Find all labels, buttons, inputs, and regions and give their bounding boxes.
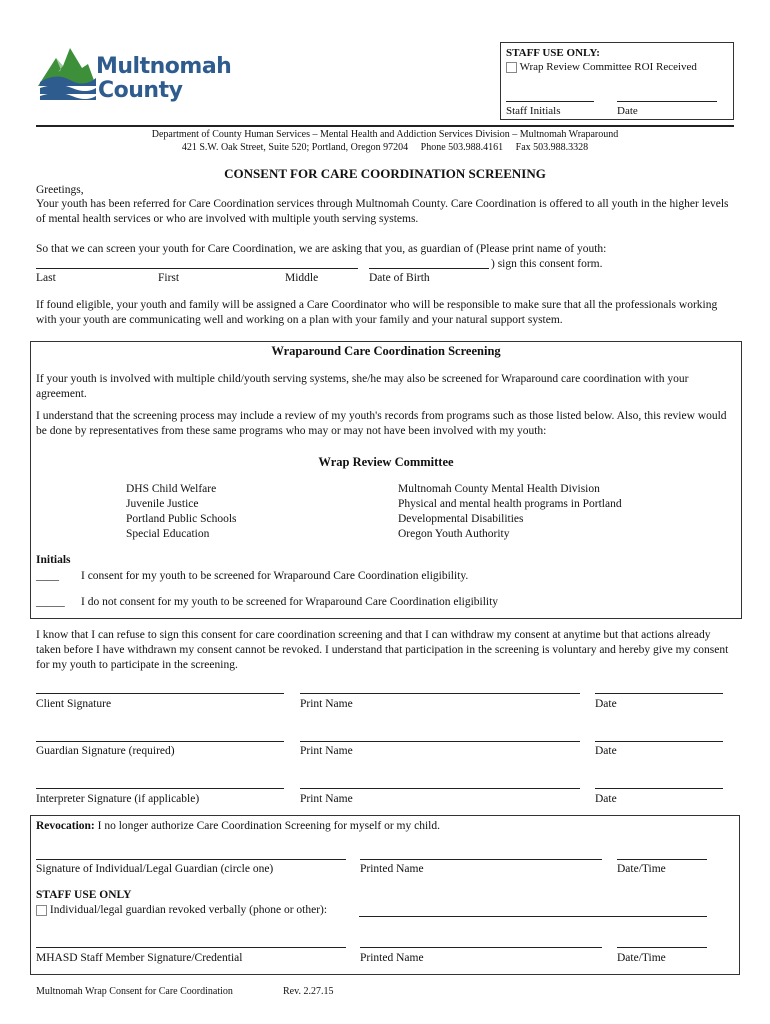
intro-paragraph: Your youth has been referred for Care Coordination services through Multnomah County. Care Coordination is offered to all youth in the higher levels of mental health services or who are involved with multiple youth serving systems.: [36, 198, 729, 225]
verbal-revoke-line[interactable]: [359, 916, 707, 917]
revocation-row: [36, 820, 440, 832]
initials-label: Initials: [36, 554, 71, 566]
footer-title: Multnomah Wrap Consent for Care Coordination: [36, 986, 233, 997]
list-item: Juvenile Justice: [126, 498, 199, 510]
wrap-paragraph-2: I understand that the screening process may include a review of my youth's records from programs such as those listed below. Also, this review would be done by representatives from these same programs who may or may not have been involved with my youth:: [36, 410, 727, 437]
mountain-logo-icon: [36, 42, 98, 104]
sign-form-text: ) sign this consent form.: [491, 258, 603, 270]
staff-signature-line[interactable]: [36, 947, 346, 948]
staff-datetime-label: Date/Time: [617, 952, 666, 964]
roi-received-checkbox[interactable]: [506, 62, 517, 73]
revoke-signature-line[interactable]: [36, 859, 346, 860]
committee-title: Wrap Review Committee: [318, 455, 454, 469]
greeting: Greetings,: [36, 184, 84, 196]
staff-printed-label: Printed Name: [360, 952, 424, 964]
interpreter-date-label: Date: [595, 793, 617, 805]
revoke-printed-label: Printed Name: [360, 863, 424, 875]
guardian-print-line[interactable]: [300, 741, 580, 742]
wraparound-title: Wraparound Care Coordination Screening: [271, 344, 501, 358]
revoke-datetime-label: Date/Time: [617, 863, 666, 875]
refuse-paragraph: I know that I can refuse to sign this consent for care coordination screening and that I can withdraw my consent at anytime but that actions already taken before I have withdrawn my consent cannot be revoked. I understand that participation in the screening is voluntary and hereby give my consent for my youth to participate in the screening.: [36, 629, 729, 671]
staff-initials-line[interactable]: [506, 101, 594, 102]
interpreter-print-label: Print Name: [300, 793, 353, 805]
revoke-signature-label: Signature of Individual/Legal Guardian (circle one): [36, 863, 274, 875]
logo-text-county: County: [98, 78, 183, 103]
interpreter-print-line[interactable]: [300, 788, 580, 789]
roi-checkbox-row: [506, 61, 697, 73]
interpreter-signature-label: Interpreter Signature (if applicable): [36, 793, 200, 805]
noconsent-initials-blank[interactable]: _____: [36, 596, 65, 608]
noconsent-text: I do not consent for my youth to be screened for Wraparound Care Coordination eligibility: [81, 596, 499, 608]
youth-name-line[interactable]: [36, 268, 358, 269]
eligible-paragraph: If found eligible, your youth and family will be assigned a Care Coordinator who will be responsible to make sure that all the professionals working with your youth are communicating well and working on a plan with your family and your natural support system.: [36, 299, 718, 326]
client-print-label: Print Name: [300, 698, 353, 710]
guardian-signature-line[interactable]: [36, 741, 284, 742]
client-date-label: Date: [595, 698, 617, 710]
staff-use-title: STAFF USE ONLY:: [506, 47, 600, 59]
verbal-revoke-row: [36, 904, 327, 916]
revocation-box: [30, 815, 740, 975]
label-dob: Date of Birth: [369, 272, 430, 284]
staff-printed-line[interactable]: [360, 947, 602, 948]
staff-signature-label: MHASD Staff Member Signature/Credential: [36, 952, 243, 964]
label-last: Last: [36, 272, 56, 284]
youth-dob-line[interactable]: [369, 268, 489, 269]
revoke-datetime-line[interactable]: [617, 859, 707, 860]
verbal-revoke-label: Individual/legal guardian revoked verbally (phone or other):: [49, 904, 328, 916]
revocation-text: I no longer authorize Care Coordination Screening for myself or my child.: [97, 820, 440, 832]
revoke-printed-line[interactable]: [360, 859, 602, 860]
consent-initials-blank[interactable]: ____: [36, 570, 59, 582]
list-item: Portland Public Schools: [126, 513, 237, 525]
label-first: First: [158, 272, 180, 284]
committee-left-list: [126, 482, 237, 542]
screen-request-line: So that we can screen your youth for Care Coordination, we are asking that you, as guardian of (Please print name of youth:: [36, 243, 607, 255]
county-logo: [36, 42, 232, 106]
logo-text-multnomah: Multnomah: [96, 54, 232, 79]
staff-initials-label: Staff Initials: [506, 105, 561, 117]
list-item: Physical and mental health programs in Portland: [398, 498, 622, 510]
staff-use-box: [500, 42, 734, 120]
verbal-revoke-checkbox[interactable]: [36, 905, 47, 916]
client-signature-line[interactable]: [36, 693, 284, 694]
wrap-paragraph-1: If your youth is involved with multiple child/youth serving systems, she/he may also be screened for Wraparound care coordination with your agreement.: [36, 373, 689, 400]
footer-revision: Rev. 2.27.15: [283, 986, 334, 997]
consent-text: I consent for my youth to be screened for Wraparound Care Coordination eligibility.: [81, 570, 469, 582]
client-date-line[interactable]: [595, 693, 723, 694]
staff-date-label: Date: [617, 105, 638, 117]
header-rule: [36, 125, 734, 127]
revoke-staff-title: STAFF USE ONLY: [36, 889, 132, 901]
client-signature-label: Client Signature: [36, 698, 112, 710]
committee-right-list: [398, 482, 622, 542]
staff-datetime-line[interactable]: [617, 947, 707, 948]
roi-received-label: Wrap Review Committee ROI Received: [519, 61, 697, 73]
list-item: Special Education: [126, 528, 210, 540]
client-print-line[interactable]: [300, 693, 580, 694]
guardian-date-label: Date: [595, 745, 617, 757]
list-item: Oregon Youth Authority: [398, 528, 510, 540]
address-line: 421 S.W. Oak Street, Suite 520; Portland, Oregon 97204 Phone 503.988.4161 Fax 503.988.3328: [181, 142, 589, 153]
document-title: CONSENT FOR CARE COORDINATION SCREENING: [224, 166, 546, 181]
list-item: DHS Child Welfare: [126, 483, 217, 495]
guardian-date-line[interactable]: [595, 741, 723, 742]
guardian-print-label: Print Name: [300, 745, 353, 757]
label-middle: Middle: [285, 272, 319, 284]
list-item: Multnomah County Mental Health Division: [398, 483, 600, 495]
department-line: Department of County Human Services – Mental Health and Addiction Services Division – Multnomah Wraparound: [151, 129, 619, 140]
staff-date-line[interactable]: [617, 101, 717, 102]
interpreter-date-line[interactable]: [595, 788, 723, 789]
list-item: Developmental Disabilities: [398, 513, 524, 525]
guardian-signature-label: Guardian Signature (required): [36, 745, 175, 757]
interpreter-signature-line[interactable]: [36, 788, 284, 789]
revocation-label: Revocation:: [36, 820, 95, 832]
